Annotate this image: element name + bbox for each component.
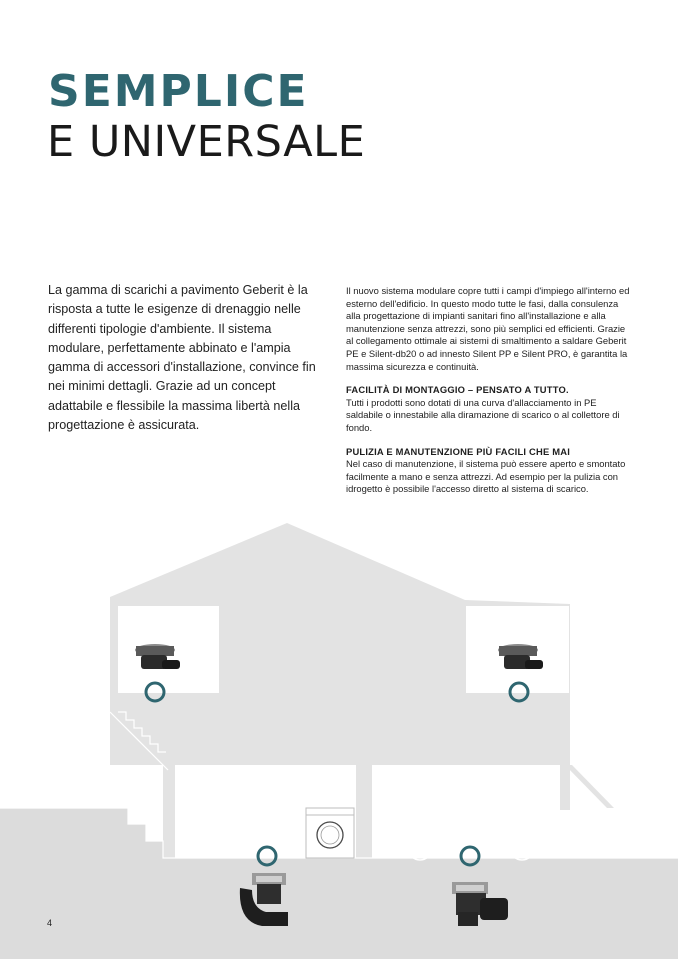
description-paragraph-3: Nel caso di manutenzione, il sistema può essere aperto e smontato facilmente a mano e senza attrezzi. Ad esempio per la pulizia con idrogetto è possibile l'accesso diretto al sistema di scarico. [346,458,626,495]
page-number: 4 [47,918,53,928]
house-silhouette [110,523,614,860]
intro-paragraph: La gamma di scarichi a pavimento Geberit è la risposta a tutte le esigenze di drenaggio nelle differenti tipologie d'ambiente. Il sistema modulare, perfettamente abbinato e l'ampia gamma di accessori d'installazione, convince fin nei minimi dettagli. Grazie ad un concept adattabile e flessibile la massima libertà nella progettazione è assicurata. [48,283,316,433]
title-line-2: E UNIVERSALE [47,117,366,167]
washing-machine-icon [306,808,354,858]
car-icon [394,808,556,860]
section-heading-installation: FACILITÀ DI MONTAGGIO – PENSATO A TUTTO. [346,384,569,396]
description-paragraph-1: Il nuovo sistema modulare copre tutti i campi d'impiego all'interno ed esterno dell'edificio. In questo modo tutte le fasi, dalla consulenza alla progettazione di impianti sanitari fino all'installazione e alla manutenzione senza attrezzi, sono più semplici ed efficienti. Grazie al collegamento ottimale ai sistemi di smaltimento a saldare Geberit PE e Silent-db20 o ad innesto Silent PP e Silent PRO, è garantita la massima sicurezza e continuità. [346,285,630,372]
title-line-1: SEMPLICE [48,66,309,117]
section-heading-maintenance: PULIZIA E MANUTENZIONE PIÙ FACILI CHE MAI [346,445,570,457]
description-paragraph-2: Tutti i prodotti sono dotati di una curva d'allacciamento in PE saldabile o innestabile alla diramazione di scarico o al collettore di fondo. [346,396,620,433]
